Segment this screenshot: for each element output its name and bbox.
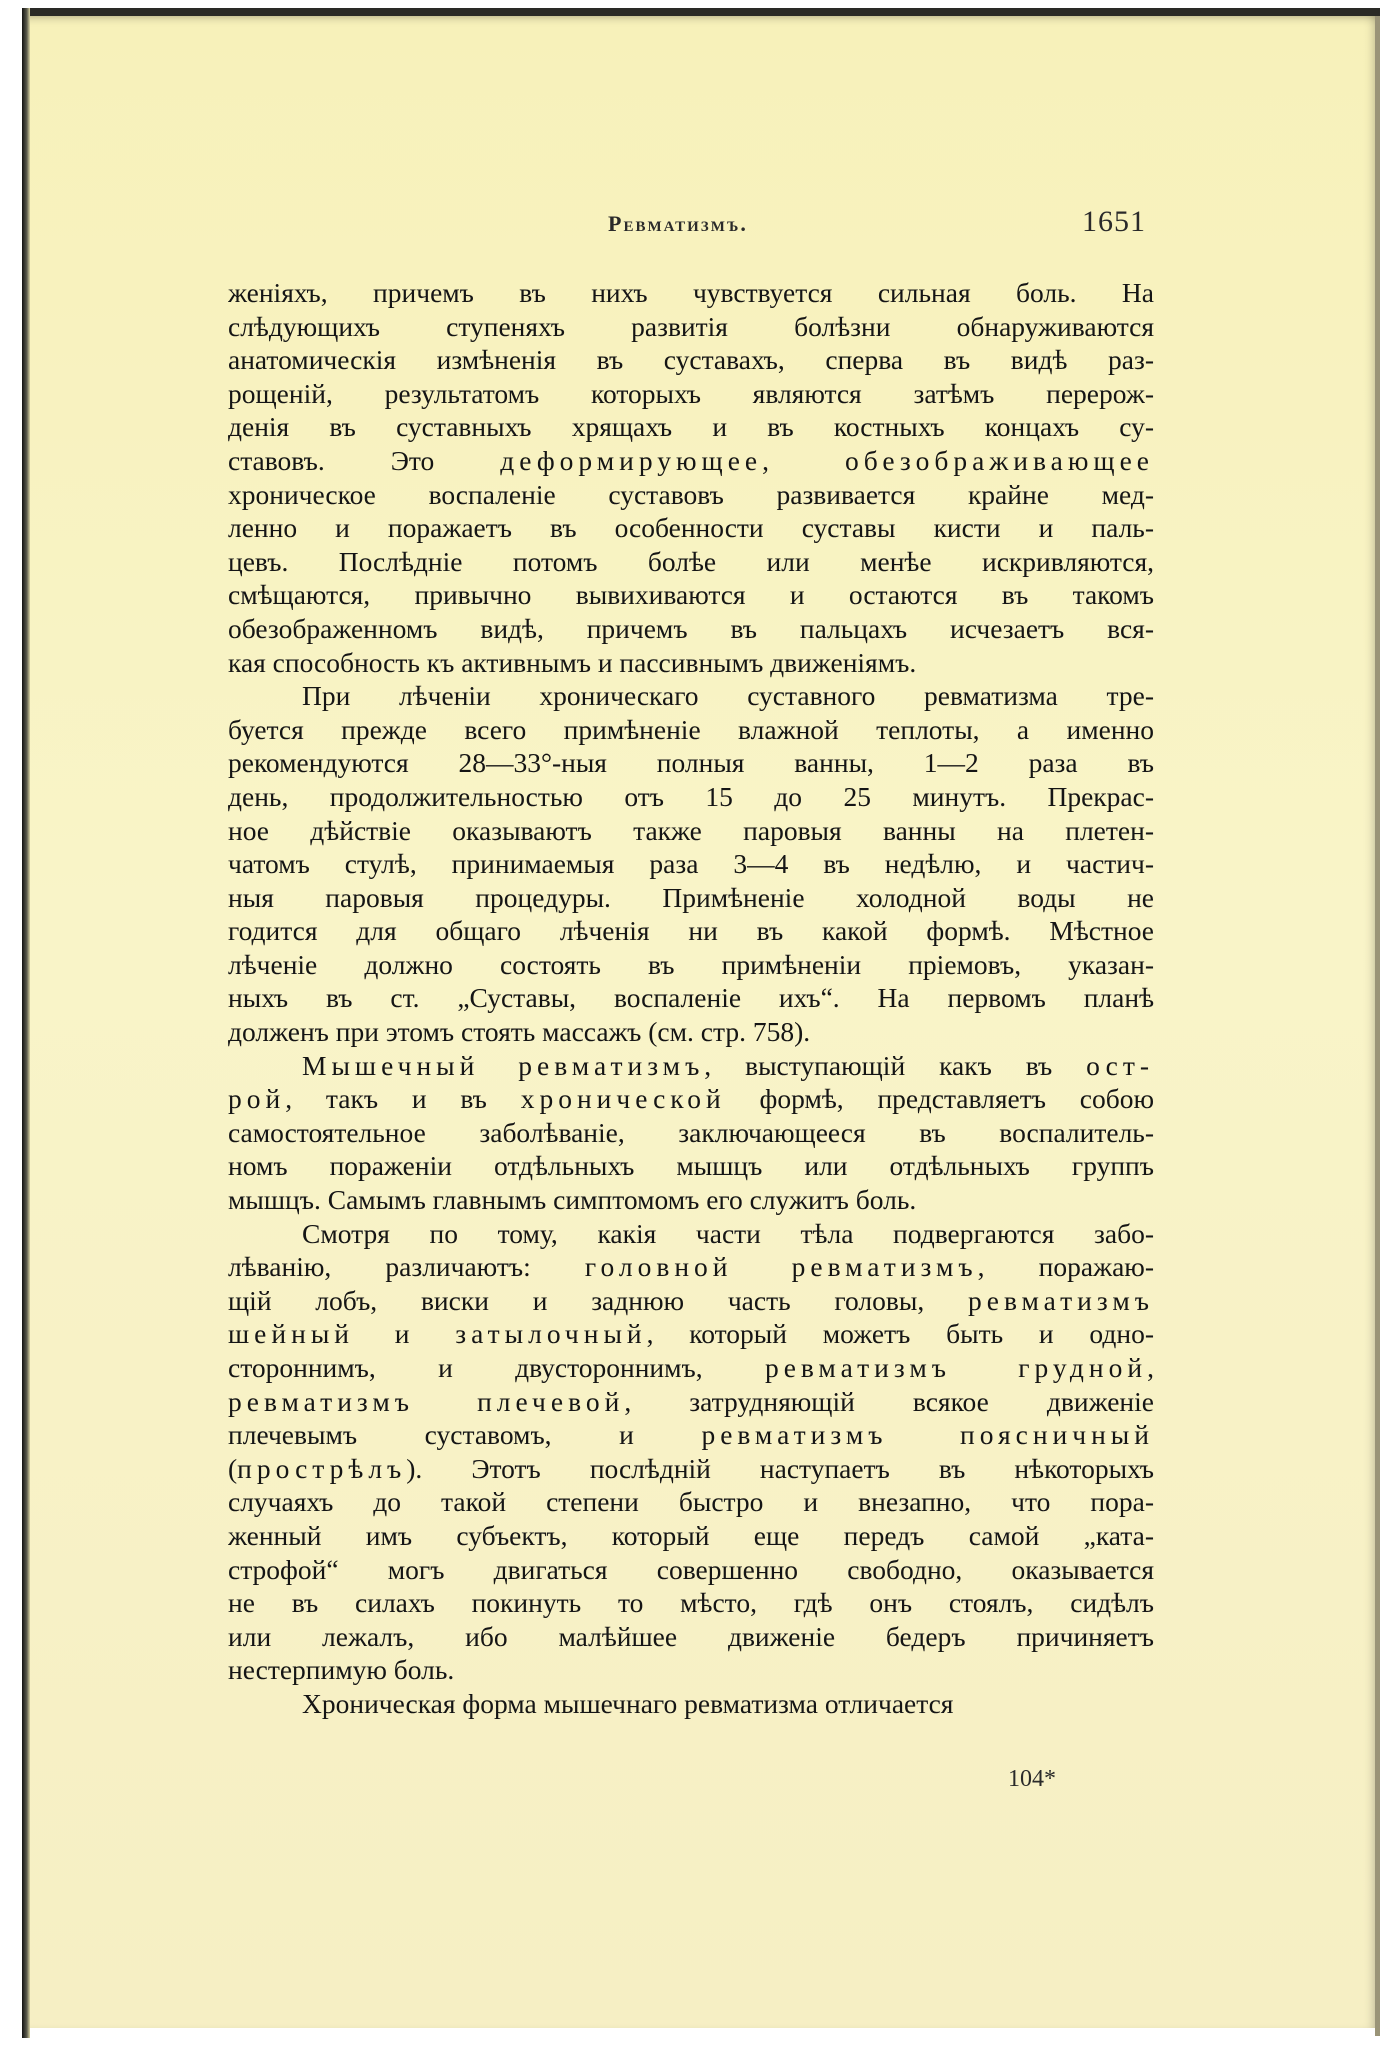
signature-mark: 104* [1008,1766,1056,1792]
text-run: денія въ суставныхъ хрящахъ и въ костныхъ концахъ су- [228,411,1154,443]
text-run: чатомъ стулѣ, принимаемыя раза 3—4 въ недѣлю, и частич- [228,848,1154,880]
text-line [228,1385,1154,1419]
text-line [228,1620,1154,1654]
text-run: Смотря по тому, какія части тѣла подвергаются забо- [302,1217,1154,1249]
text-line [228,1183,1154,1217]
text-line [228,478,1154,512]
text-run: лѣченіе должно состоять въ примѣненіи пріемовъ, указан- [228,948,1154,980]
text-run: лѣванію, различаютъ: [228,1251,585,1283]
spaced-term: ревматизмъ [967,1284,1154,1316]
text-line [228,1418,1154,1452]
text-line [228,1687,1154,1721]
text-run: номъ пораженіи отдѣльныхъ мышцъ или отдѣльныхъ группъ [228,1150,1154,1182]
text-run: ( [228,1452,238,1484]
text-run: анатомическія измѣненія въ суставахъ, сперва въ видѣ раз- [228,344,1154,376]
text-line [228,1351,1154,1385]
paragraph [228,276,1154,679]
text-run: , который можетъ быть и одно- [646,1318,1154,1350]
spaced-term: ревматизмъ грудной [764,1352,1148,1383]
text-run: , [1147,1352,1154,1383]
spaced-term: головной ревматизмъ [584,1251,978,1283]
text-line [228,780,1154,814]
paragraph [228,1049,1154,1217]
text-line [228,1317,1154,1351]
text-run: день, продолжительностью отъ 15 до 25 минутъ. Прекрас- [228,780,1154,812]
text-run: слѣдующихъ ступеняхъ развитія болѣзни обнаруживаются [228,310,1154,342]
paragraph [228,1217,1154,1687]
text-run: хроническое воспаленіе суставовъ развивается крайне мед- [228,478,1154,510]
page-number: 1651 [1082,205,1146,238]
text-run: стороннимъ, и двустороннимъ, [228,1352,765,1383]
text-run: годится для общаго лѣченія ни въ какой формѣ. Мѣстное [228,915,1154,947]
text-line [228,1586,1154,1620]
text-line [228,1553,1154,1587]
text-run: щій лобъ, виски и заднюю часть головы, [228,1284,968,1316]
text-run: самостоятельное заболѣваніе, заключающееся въ воспалитель- [228,1116,1154,1148]
text-run: нестерпимую боль. [228,1654,455,1686]
text-line [228,1217,1154,1251]
text-run: , поражаю- [977,1251,1154,1283]
text-run: обезображенномъ видѣ, причемъ въ пальцахъ исчезаетъ вся- [228,612,1154,644]
text-run: ). Этотъ послѣдній наступаетъ въ нѣкоторыхъ [406,1452,1154,1484]
text-line [228,1485,1154,1519]
text-run: женіяхъ, причемъ въ нихъ чувствуется сильная боль. На [228,277,1154,308]
spaced-term: Мышечный ревматизмъ [302,1049,705,1081]
text-line [228,981,1154,1015]
text-line [228,612,1154,646]
text-run: ленно и поражаетъ въ особенности суставы кисти и паль- [228,512,1154,544]
text-line [228,377,1154,411]
spaced-term: шейный и затылочный [228,1318,647,1350]
text-line [228,914,1154,948]
text-line [228,746,1154,780]
running-head-title: Ревматизмъ. [608,211,748,236]
text-line [228,1452,1154,1486]
running-head [0,205,1380,245]
body-text [228,276,1154,1721]
text-run: кая способность къ активнымъ и пассивнымъ движеніямъ. [228,646,917,678]
text-line [228,847,1154,881]
spaced-term: прострѣлъ [237,1452,407,1484]
text-run: , такъ и въ [285,1083,521,1115]
text-line [228,1250,1154,1284]
text-run: ное дѣйствіе оказываютъ также паровыя ванны на плетен- [228,814,1154,846]
text-line [228,1015,1154,1049]
spaced-term: рой [228,1083,286,1115]
paragraph [228,679,1154,1049]
text-line [228,814,1154,848]
text-run: рекомендуются 28—33°-ныя полныя ванны, 1—2 раза въ [228,747,1154,779]
text-run: рощеній, результатомъ которыхъ являются затѣмъ перерож- [228,377,1154,409]
text-run: , выступающій какъ въ [704,1049,1087,1081]
text-run: формѣ, представляетъ собою [725,1083,1154,1115]
book-spine-edge [22,8,30,2038]
text-line [228,444,1154,478]
text-run: долженъ при этомъ стоять массажъ (см. стр. 758). [228,1016,811,1048]
text-line [228,881,1154,915]
text-run: мышцъ. Самымъ главнымъ симптомомъ его служитъ боль. [228,1184,917,1216]
text-line [228,1082,1154,1116]
text-line [228,646,1154,680]
text-run: , затрудняющій всякое движеніе [624,1385,1154,1417]
text-run: не въ силахъ покинуть то мѣсто, гдѣ онъ стоялъ, сидѣлъ [228,1587,1154,1619]
text-run: цевъ. Послѣдніе потомъ болѣе или менѣе искривляются, [228,545,1154,577]
text-run: ставовъ. Это [228,444,501,476]
text-line [228,1519,1154,1553]
text-run: плечевымъ суставомъ, и [228,1419,702,1451]
spaced-term: ост- [1086,1049,1154,1081]
text-run: смѣщаются, привычно вывихиваются и остаются въ такомъ [228,579,1154,611]
text-line [228,713,1154,747]
scan-top-edge [28,8,1380,16]
spaced-term: ревматизмъ поясничный [701,1419,1154,1451]
text-run: При лѣченіи хроническаго суставного ревматизма тре- [302,680,1154,712]
paragraph [228,1687,1154,1721]
text-run: ныхъ въ ст. „Суставы, воспаленіе ихъ“. На первомъ планѣ [228,982,1154,1014]
text-run: женный имъ субъектъ, который еще передъ самой „ката- [228,1519,1154,1551]
text-line [228,310,1154,344]
text-line [228,948,1154,982]
spaced-term: ревматизмъ плечевой [228,1385,625,1417]
text-line [228,410,1154,444]
text-run: буется прежде всего примѣненіе влажной теплоты, а именно [228,713,1154,745]
spaced-term: хронической [520,1083,726,1115]
page-right-edge [1375,16,1380,2036]
text-line [228,276,1154,310]
text-line [228,1116,1154,1150]
text-line [228,1049,1154,1083]
text-run: или лежалъ, ибо малѣйшее движеніе бедеръ причиняетъ [228,1620,1154,1652]
text-line [228,1653,1154,1687]
text-run: строфой“ могъ двигаться совершенно свободно, оказывается [228,1553,1154,1585]
text-run: Хроническая форма мышечнаго ревматизма отличается [302,1687,954,1719]
text-line [228,1149,1154,1183]
text-line [228,1284,1154,1318]
text-line [228,511,1154,545]
text-line [228,545,1154,579]
spaced-term: деформирующее, обезображивающее [500,444,1154,476]
text-line [228,343,1154,377]
text-line [228,578,1154,612]
text-line [228,679,1154,713]
text-run: ныя паровыя процедуры. Примѣненіе холодной воды не [228,881,1154,913]
text-run: случаяхъ до такой степени быстро и внезапно, что пора- [228,1486,1154,1518]
